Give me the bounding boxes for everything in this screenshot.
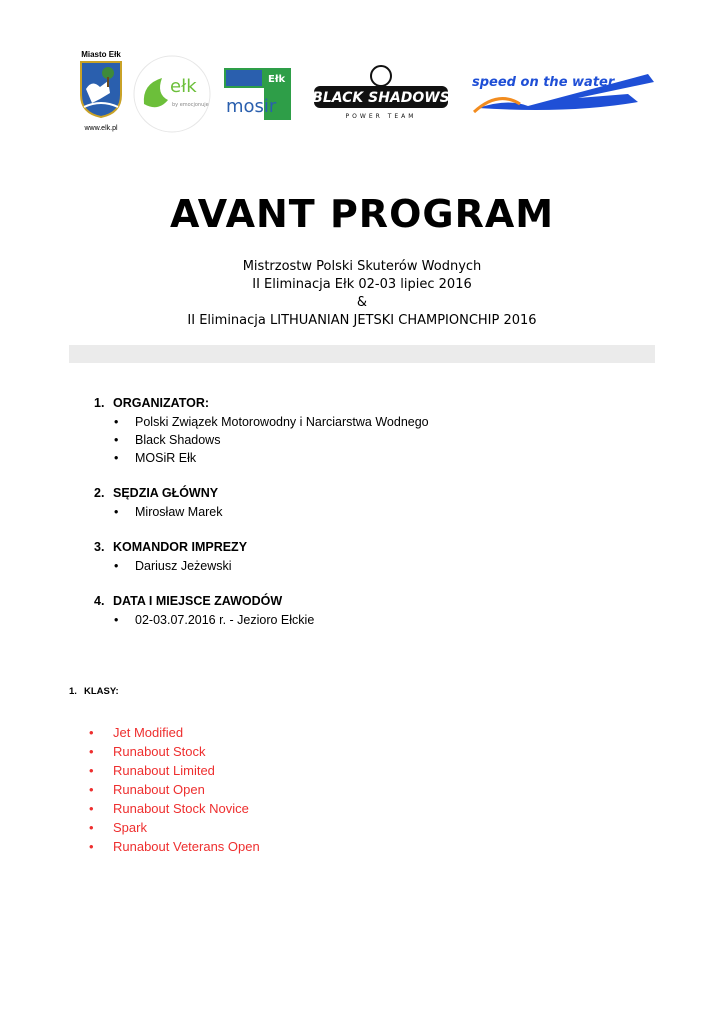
list-item-text: 02-03.07.2016 r. - Jezioro Ełckie <box>135 613 315 627</box>
list-item-text: MOSiR Ełk <box>135 451 197 465</box>
class-name: Runabout Stock Novice <box>113 801 249 816</box>
city-logo-url: www.elk.pl <box>84 125 118 132</box>
class-item <box>89 837 260 856</box>
class-item <box>89 780 260 799</box>
list-item <box>94 431 654 449</box>
subtitle-line-1: Mistrzostw Polski Skuterów Wodnych <box>242 259 482 274</box>
section-heading <box>94 592 654 611</box>
mosir-logo-text: mosir <box>226 96 277 117</box>
section-number: 1. <box>69 686 77 697</box>
bullet-icon: • <box>114 559 119 573</box>
black-shadows-logo <box>306 64 456 124</box>
divider-band <box>69 345 655 363</box>
bullet-icon: • <box>89 782 94 797</box>
list-item <box>94 449 654 467</box>
bullet-icon: • <box>89 801 94 816</box>
event-subtitle <box>0 258 724 330</box>
black-shadows-emblem <box>306 64 456 124</box>
class-name: Jet Modified <box>113 725 184 740</box>
section-number: 2. <box>94 486 105 500</box>
sponsor-logos <box>74 50 664 140</box>
mosir-logo-graphic <box>224 68 291 120</box>
bullet-icon: • <box>89 725 94 740</box>
class-name: Runabout Open <box>113 782 205 797</box>
elk-logo-tagline: by emocjonuje <box>172 102 209 108</box>
elk-brand-logo <box>132 54 212 134</box>
black-shadows-text: BLACK SHADOWS <box>312 90 450 106</box>
bullet-icon: • <box>89 744 94 759</box>
section-title: SĘDZIA GŁÓWNY <box>113 486 219 500</box>
subtitle-line-3: & <box>356 295 368 310</box>
bullet-icon: • <box>89 820 94 835</box>
city-coat-of-arms-logo <box>74 50 128 134</box>
bullet-icon: • <box>114 415 119 429</box>
speed-on-the-water-logo <box>468 68 660 116</box>
list-item <box>94 611 654 629</box>
list-item-text: Mirosław Marek <box>135 505 223 519</box>
section-title: ORGANIZATOR: <box>113 396 210 410</box>
list-item-text: Black Shadows <box>135 433 221 447</box>
elk-leaf-icon <box>132 54 212 134</box>
speed-logo-graphic <box>468 68 660 116</box>
class-name: Runabout Stock <box>113 744 206 759</box>
bullet-icon: • <box>114 613 119 627</box>
section-date-place <box>94 592 654 629</box>
bullet-icon: • <box>114 451 119 465</box>
class-name: Runabout Veterans Open <box>113 839 260 854</box>
classes-heading <box>69 686 119 697</box>
bullet-icon: • <box>89 763 94 778</box>
subtitle-line-2: II Eliminacja Ełk 02-03 lipiec 2016 <box>252 277 472 292</box>
bullet-icon: • <box>89 839 94 854</box>
section-title: DATA I MIEJSCE ZAWODÓW <box>113 594 283 608</box>
list-item-text: Polski Związek Motorowodny i Narciarstwa Wodnego <box>135 415 429 429</box>
section-heading <box>94 484 654 503</box>
section-heading <box>94 394 654 413</box>
class-name: Spark <box>113 820 147 835</box>
speed-logo-text: speed on the water <box>472 75 615 90</box>
class-item <box>89 818 260 837</box>
bullet-icon: • <box>114 433 119 447</box>
mosir-logo-badge: Ełk <box>268 74 286 85</box>
section-title: KLASY: <box>84 686 119 697</box>
black-shadows-subtext: POWER TEAM <box>345 113 417 120</box>
section-number: 4. <box>94 594 105 608</box>
classes-list <box>89 723 260 856</box>
coat-of-arms-icon <box>78 59 124 119</box>
bullet-icon: • <box>114 505 119 519</box>
program-sections <box>94 394 654 646</box>
class-item <box>89 723 260 742</box>
section-number: 1. <box>94 396 105 410</box>
list-item-text: Dariusz Jeżewski <box>135 559 232 573</box>
class-name: Runabout Limited <box>113 763 215 778</box>
list-item <box>94 413 654 431</box>
elk-logo-text: ełk <box>170 76 197 97</box>
section-organizer <box>94 394 654 467</box>
page-title: AVANT PROGRAM <box>169 192 555 236</box>
subtitle-line-4: II Eliminacja LITHUANIAN JETSKI CHAMPIONCHIP 2016 <box>187 313 537 328</box>
class-item <box>89 799 260 818</box>
section-title: KOMANDOR IMPREZY <box>113 540 248 554</box>
class-item <box>89 761 260 780</box>
section-commander <box>94 538 654 575</box>
list-item <box>94 557 654 575</box>
city-logo-caption: Miasto Ełk <box>81 50 121 59</box>
section-heading <box>94 538 654 557</box>
section-chief-judge <box>94 484 654 521</box>
mosir-logo <box>224 68 291 120</box>
list-item <box>94 503 654 521</box>
class-item <box>89 742 260 761</box>
section-number: 3. <box>94 540 105 554</box>
